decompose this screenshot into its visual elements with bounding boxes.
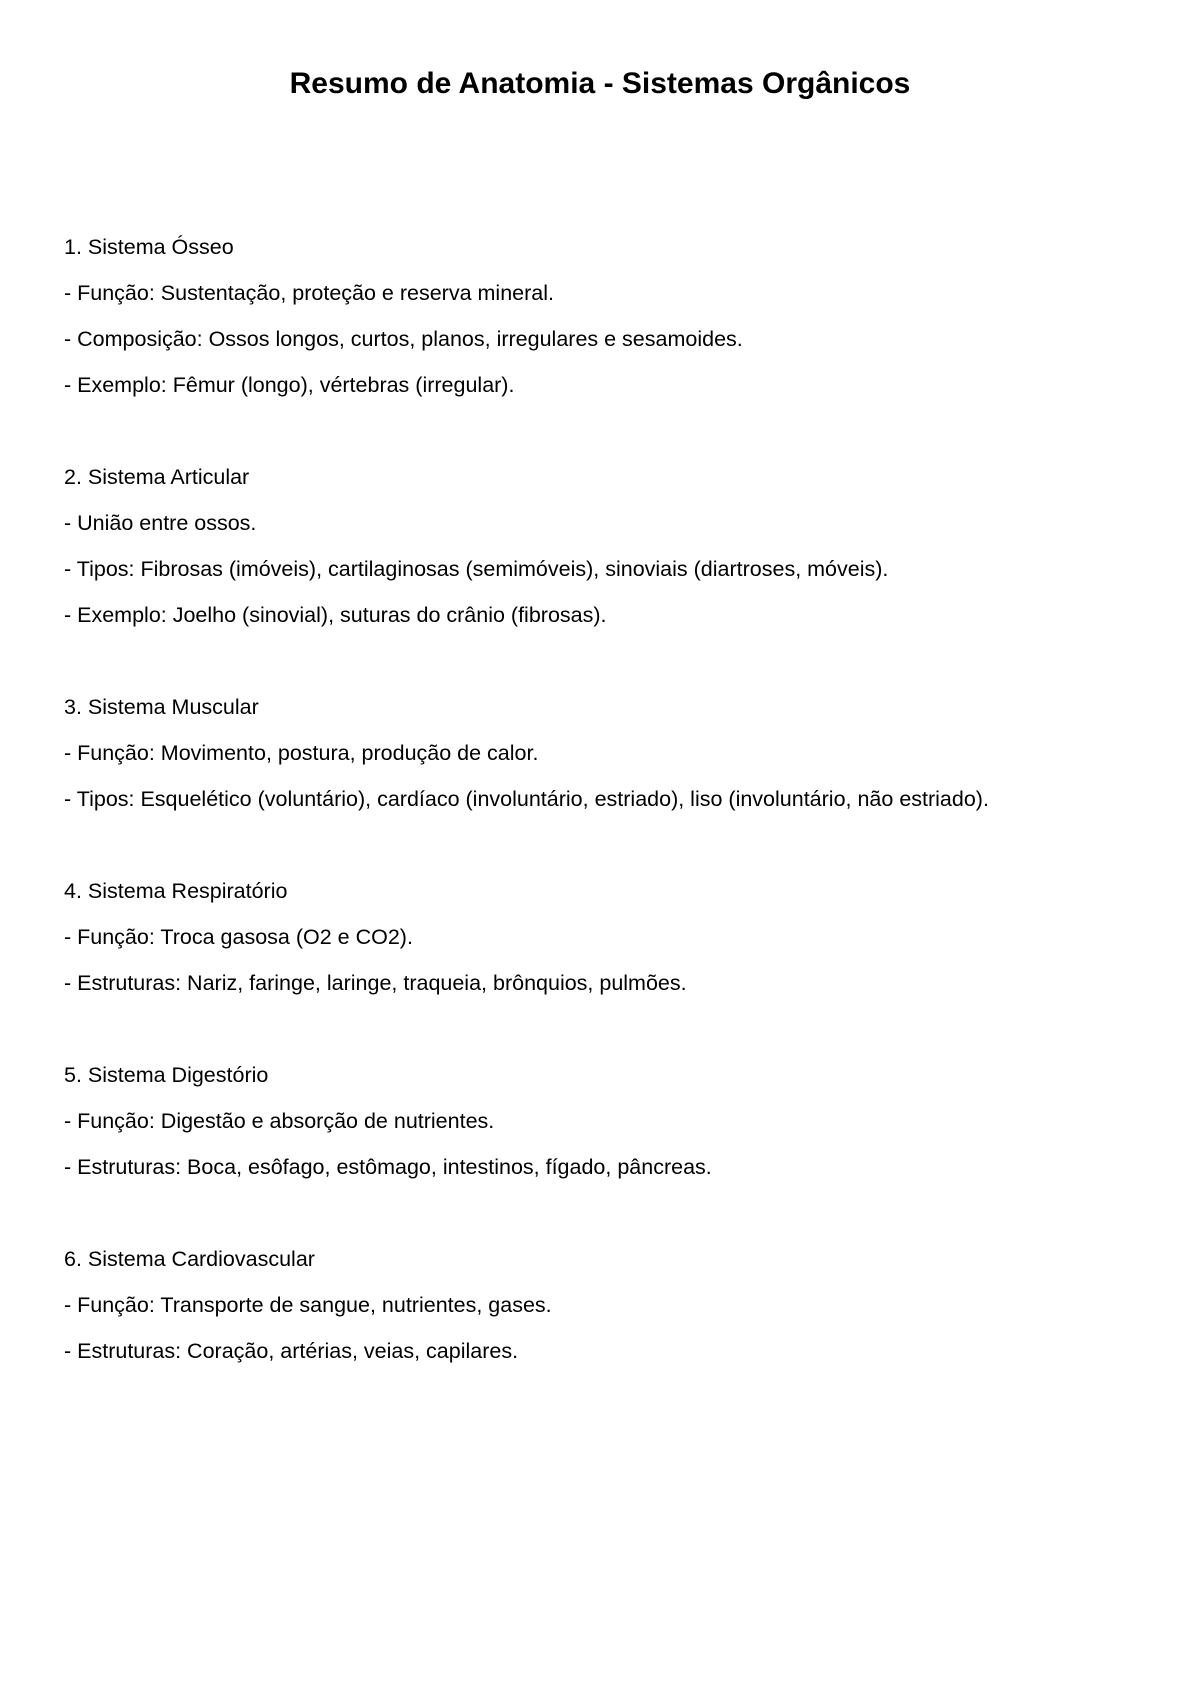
section-sistema-cardiovascular (64, 1236, 1144, 1374)
document-title: Resumo de Anatomia - Sistemas Orgânicos (289, 67, 911, 100)
section-line: - Estruturas: Coração, artérias, veias, capilares. (64, 1339, 519, 1363)
section-sistema-respiratorio (64, 868, 1144, 1006)
section-heading: 2. Sistema Articular (64, 465, 250, 489)
section-line: - Exemplo: Fêmur (longo), vértebras (irregular). (64, 373, 515, 397)
section-heading: 3. Sistema Muscular (64, 695, 259, 719)
section-heading: 1. Sistema Ósseo (64, 235, 234, 259)
section-sistema-muscular (64, 684, 1144, 822)
section-line: - Função: Movimento, postura, produção de calor. (64, 741, 539, 765)
section-heading: 5. Sistema Digestório (64, 1063, 269, 1087)
sections-container (64, 224, 1144, 1420)
section-line: - Composição: Ossos longos, curtos, planos, irregulares e sesamoides. (64, 327, 743, 351)
section-sistema-digestorio (64, 1052, 1144, 1190)
section-line: - Estruturas: Nariz, faringe, laringe, traqueia, brônquios, pulmões. (64, 971, 687, 995)
section-line: - Estruturas: Boca, esôfago, estômago, intestinos, fígado, pâncreas. (64, 1155, 712, 1179)
section-line: - Função: Sustentação, proteção e reserva mineral. (64, 281, 554, 305)
section-heading: 6. Sistema Cardiovascular (64, 1247, 315, 1271)
section-line: - Tipos: Esquelético (voluntário), cardíaco (involuntário, estriado), liso (involuntário, não estriado). (64, 787, 989, 811)
section-line: - União entre ossos. (64, 511, 257, 535)
section-heading: 4. Sistema Respiratório (64, 879, 288, 903)
section-line: - Tipos: Fibrosas (imóveis), cartilaginosas (semimóveis), sinoviais (diartroses, móveis). (64, 557, 889, 581)
section-sistema-articular (64, 454, 1144, 638)
section-line: - Função: Digestão e absorção de nutrientes. (64, 1109, 495, 1133)
section-sistema-osseo (64, 224, 1144, 408)
section-line: - Função: Transporte de sangue, nutrientes, gases. (64, 1293, 552, 1317)
section-line: - Função: Troca gasosa (O2 e CO2). (64, 925, 413, 949)
section-line: - Exemplo: Joelho (sinovial), suturas do crânio (fibrosas). (64, 603, 607, 627)
